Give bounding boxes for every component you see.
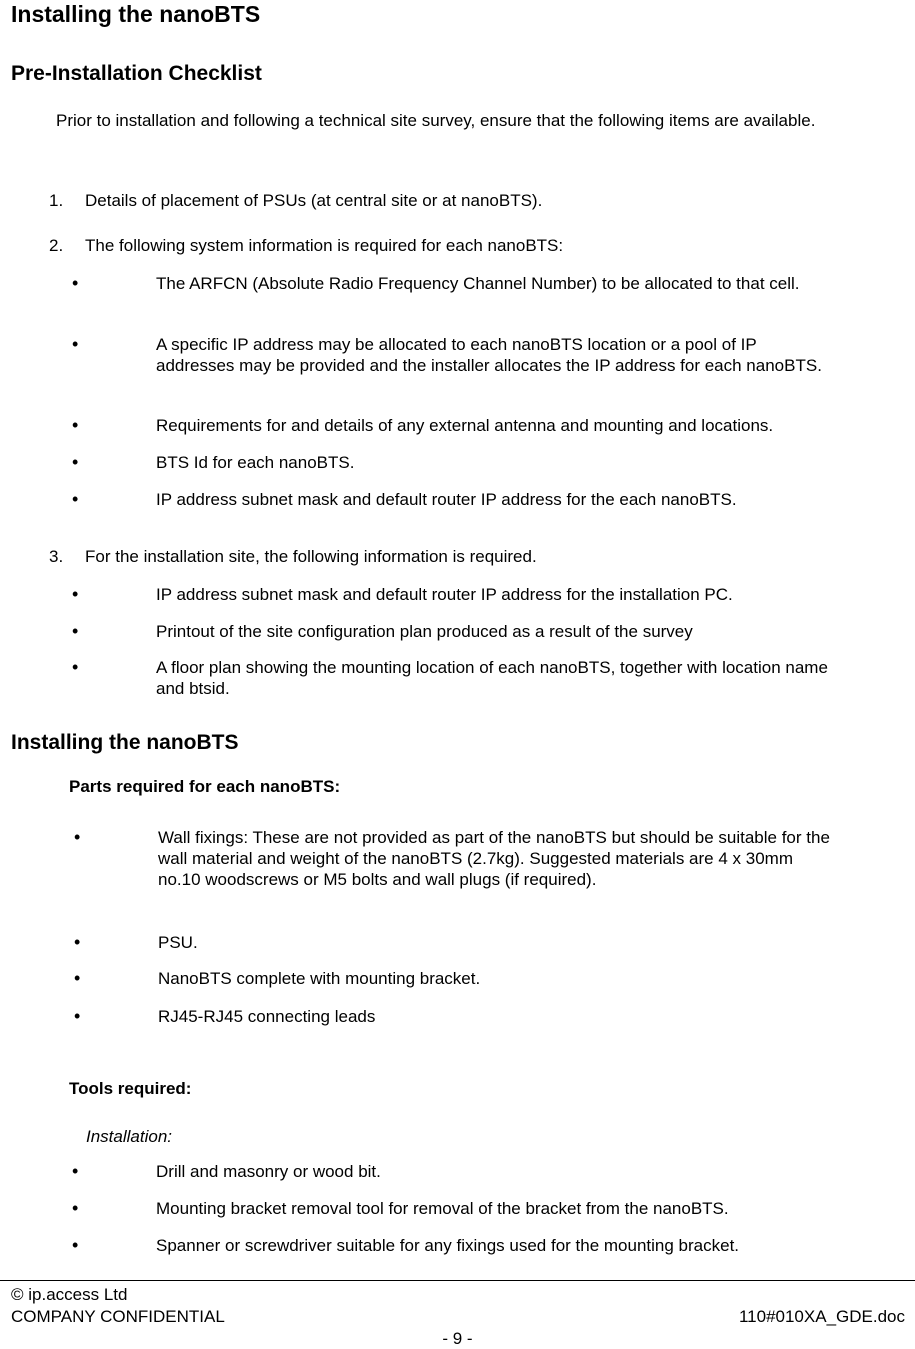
- bullet-icon: •: [72, 334, 79, 354]
- list-item-text: Wall fixings: These are not provided as part of the nanoBTS but should be suitable for the wall material and weight of the nanoBTS (2.7kg). Suggested materials are 4 x 30mm no.10 woodscrews or M5 bolts and wall plugs (if required).: [158, 828, 830, 889]
- bullet-icon: •: [72, 452, 79, 472]
- list-item-text: IP address subnet mask and default router IP address for the each nanoBTS.: [156, 490, 737, 509]
- bullet-icon: •: [72, 1198, 79, 1218]
- footer-confidential: COMPANY CONFIDENTIAL: [11, 1307, 225, 1326]
- list-item-text: Spanner or screwdriver suitable for any fixings used for the mounting bracket.: [156, 1236, 740, 1255]
- item-number: 2.: [49, 236, 64, 255]
- footer-page-number: - 9 -: [442, 1329, 473, 1348]
- list-item-text: Requirements for and details of any external antenna and mounting and locations.: [156, 416, 774, 435]
- bullet-icon: •: [74, 932, 81, 952]
- list-item-text: RJ45-RJ45 connecting leads: [158, 1007, 376, 1026]
- list-item-text: Mounting bracket removal tool for removal of the bracket from the nanoBTS.: [156, 1199, 729, 1218]
- list-item-text: Printout of the site configuration plan produced as a result of the survey: [156, 622, 693, 641]
- item-text: For the installation site, the following information is required.: [85, 547, 537, 566]
- list-item-text: Drill and masonry or wood bit.: [156, 1162, 381, 1181]
- list-item-text: A specific IP address may be allocated to each nanoBTS location or a pool of IP addresses may be provided and the installer allocates the IP address for each nanoBTS.: [156, 335, 822, 375]
- bullet-icon: •: [74, 1006, 81, 1026]
- list-item-text: IP address subnet mask and default router IP address for the installation PC.: [156, 585, 733, 604]
- footer-doc-id: 110#010XA_GDE.doc: [738, 1307, 905, 1326]
- bullet-icon: •: [72, 584, 79, 604]
- list-item-text: NanoBTS complete with mounting bracket.: [158, 969, 481, 988]
- bullet-icon: •: [74, 968, 81, 988]
- bullet-icon: •: [74, 827, 81, 847]
- bullet-icon: •: [72, 489, 79, 509]
- bullet-icon: •: [72, 1235, 79, 1255]
- footer-copyright: © ip.access Ltd: [11, 1285, 128, 1304]
- item-number: 1.: [49, 191, 64, 210]
- item-number: 3.: [49, 547, 64, 566]
- footer-divider: [0, 1280, 915, 1281]
- installation-label: Installation:: [86, 1127, 172, 1146]
- list-item-text: PSU.: [158, 933, 198, 952]
- parts-heading: Parts required for each nanoBTS:: [69, 777, 341, 796]
- list-item-text: A floor plan showing the mounting location of each nanoBTS, together with location name and btsid.: [156, 658, 828, 698]
- bullet-icon: •: [72, 621, 79, 641]
- list-item-text: The ARFCN (Absolute Radio Frequency Channel Number) to be allocated to that cell.: [156, 274, 800, 293]
- bullet-icon: •: [72, 657, 79, 677]
- item-text: Details of placement of PSUs (at central site or at nanoBTS).: [85, 191, 543, 210]
- page-title: Installing the nanoBTS: [11, 1, 261, 27]
- item-text: The following system information is required for each nanoBTS:: [85, 236, 564, 255]
- bullet-icon: •: [72, 415, 79, 435]
- bullet-icon: •: [72, 273, 79, 293]
- intro-paragraph: Prior to installation and following a technical site survey, ensure that the following items are available.: [56, 111, 816, 130]
- bullet-icon: •: [72, 1161, 79, 1181]
- section-heading-installing: Installing the nanoBTS: [11, 731, 239, 754]
- list-item-text: BTS Id for each nanoBTS.: [156, 453, 355, 472]
- tools-heading: Tools required:: [69, 1079, 192, 1098]
- section-heading-pre-installation: Pre-Installation Checklist: [11, 62, 262, 85]
